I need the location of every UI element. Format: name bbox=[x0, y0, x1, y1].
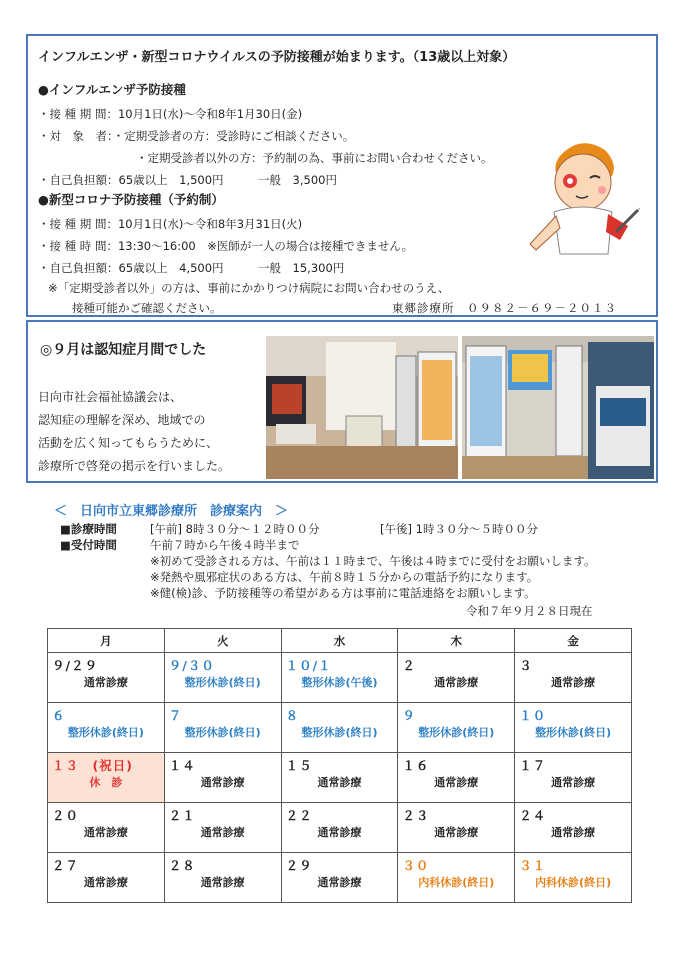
day-status: 整形休診(終日) bbox=[535, 726, 612, 739]
day-number: １７ bbox=[519, 758, 547, 773]
day-status: 通常診療 bbox=[317, 776, 362, 789]
flu-target-others: ・定期受診者以外の方：予約制の為、事前にお問い合わせください。 bbox=[136, 151, 493, 165]
reception-label: ■受付時間 bbox=[60, 538, 117, 552]
day-status: 内科休診(終日) bbox=[418, 876, 495, 889]
day-number: ２４ bbox=[519, 808, 547, 823]
reception-hours: 午前７時から午後４時半まで bbox=[150, 538, 300, 552]
calendar-week-row bbox=[48, 653, 632, 703]
calendar-day-cell bbox=[48, 653, 165, 703]
day-number: ２３ bbox=[402, 808, 430, 823]
calendar-day-cell bbox=[281, 653, 398, 703]
clinic-display-photo-2 bbox=[462, 336, 654, 479]
dementia-heading: ◎９月は認知症月間でした bbox=[40, 342, 207, 358]
clinic-display-photo-1 bbox=[266, 336, 458, 479]
calendar-day-cell bbox=[515, 753, 632, 803]
day-status: 通常診療 bbox=[317, 826, 362, 839]
day-status: 通常診療 bbox=[551, 676, 596, 689]
day-status: 整形休診(終日) bbox=[67, 726, 144, 739]
calendar-day-cell bbox=[398, 703, 515, 753]
day-number: ２２ bbox=[285, 808, 313, 823]
day-number: ９/３０ bbox=[168, 658, 215, 673]
calendar-day-cell bbox=[164, 703, 281, 753]
day-status: 通常診療 bbox=[551, 776, 596, 789]
day-number: ８ bbox=[285, 708, 300, 723]
schedule-note-2: ※発熱や風邪症状のある方は、午前８時１５分からの電話予約になります。 bbox=[150, 570, 539, 584]
note-line2: 接種可能かご確認ください。 bbox=[72, 301, 222, 315]
flu-heading: ●インフルエンザ予防接種 bbox=[38, 82, 186, 97]
flu-cost: ・自己負担額：65歳以上 1,500円 一般 3,500円 bbox=[38, 173, 337, 187]
weekday-header: 月 bbox=[48, 629, 165, 653]
day-status: 内科休診(終日) bbox=[535, 876, 612, 889]
covid-heading: ●新型コロナ予防接種（予約制） bbox=[38, 192, 224, 207]
day-number: １０ bbox=[519, 708, 547, 723]
day-number: ９/２９ bbox=[52, 658, 99, 673]
calendar-day-cell bbox=[164, 653, 281, 703]
day-status: 整形休診(終日) bbox=[418, 726, 495, 739]
calendar-week-row bbox=[48, 853, 632, 903]
day-status: 通常診療 bbox=[434, 676, 479, 689]
day-number: １３ (祝日) bbox=[52, 758, 133, 773]
day-number: ２７ bbox=[52, 858, 80, 873]
covid-period: ・接 種 期 間：10月1日(水)～令和8年3月31日(火) bbox=[38, 217, 303, 231]
day-number: ２８ bbox=[168, 858, 196, 873]
calendar-day-cell bbox=[164, 753, 281, 803]
calendar-day-cell bbox=[48, 803, 165, 853]
day-status: 通常診療 bbox=[434, 826, 479, 839]
schedule-title: ＜ 日向市立東郷診療所 診療案内 ＞ bbox=[54, 504, 289, 519]
calendar-day-cell bbox=[281, 803, 398, 853]
calendar-day-cell bbox=[398, 803, 515, 853]
calendar-week-row bbox=[48, 803, 632, 853]
calendar-week-row bbox=[48, 753, 632, 803]
day-status: 通常診療 bbox=[200, 876, 245, 889]
covid-time: ・接 種 時 間：13:30～16:00 ※医師が一人の場合は接種できません。 bbox=[38, 239, 414, 253]
day-status: 整形休診(終日) bbox=[184, 676, 261, 689]
calendar-day-cell bbox=[398, 853, 515, 903]
calendar-day-cell bbox=[398, 653, 515, 703]
day-status: 整形休診(終日) bbox=[301, 726, 378, 739]
calendar-header-row bbox=[48, 629, 632, 653]
calendar-day-cell bbox=[398, 753, 515, 803]
day-number: ９ bbox=[402, 708, 416, 723]
day-status: 通常診療 bbox=[83, 826, 128, 839]
dementia-body-3: 活動を広く知ってもらうために、 bbox=[38, 436, 219, 450]
day-number: ２ bbox=[402, 658, 416, 673]
day-number: ２９ bbox=[285, 858, 313, 873]
calendar-day-cell bbox=[515, 853, 632, 903]
schedule-note-3: ※健(検)診、予防接種等の希望がある方は事前に電話連絡をお願いします。 bbox=[150, 586, 536, 600]
day-number: １０/１ bbox=[285, 658, 332, 673]
day-status: 整形休診(午後) bbox=[301, 676, 378, 689]
weekday-header: 木 bbox=[398, 629, 515, 653]
day-status: 通常診療 bbox=[83, 676, 128, 689]
weekday-header: 金 bbox=[515, 629, 632, 653]
schedule-note-1: ※初めて受診される方は、午前は１１時まで、午後は４時までに受付をお願いします。 bbox=[150, 554, 596, 568]
note-line1: ※「定期受診者以外」の方は、事前にかかりつけ病院にお問い合わせのうえ、 bbox=[48, 281, 450, 295]
day-number: ３０ bbox=[402, 858, 430, 873]
day-number: １４ bbox=[168, 758, 196, 773]
covid-cost: ・自己負担額：65歳以上 4,500円 一般 15,300円 bbox=[38, 261, 345, 275]
day-number: ７ bbox=[168, 708, 183, 723]
calendar-day-cell bbox=[515, 653, 632, 703]
contact-phone: 東郷診療所 ０９８２－６９－２０１３ bbox=[392, 301, 617, 315]
day-status: 休 診 bbox=[89, 776, 123, 789]
day-status: 通常診療 bbox=[551, 826, 596, 839]
day-status: 整形休診(終日) bbox=[184, 726, 261, 739]
day-number: ３１ bbox=[519, 858, 547, 873]
day-status: 通常診療 bbox=[200, 776, 245, 789]
calendar-day-cell bbox=[164, 853, 281, 903]
calendar-day-cell bbox=[281, 753, 398, 803]
calendar-day-cell bbox=[515, 803, 632, 853]
dementia-month-box bbox=[26, 320, 658, 483]
calendar-day-cell bbox=[48, 703, 165, 753]
flu-period: ・接 種 期 間：10月1日(水)～令和8年1月30日(金) bbox=[38, 107, 303, 121]
calendar-day-cell bbox=[48, 753, 165, 803]
calendar-day-cell bbox=[515, 703, 632, 753]
flu-target: ・対 象 者：・定期受診者の方：受診時にご相談ください。 bbox=[38, 129, 355, 143]
dementia-body-2: 認知症の理解を深め、地域での bbox=[38, 413, 206, 427]
weekday-header: 水 bbox=[281, 629, 398, 653]
dementia-body-4: 診療所で啓発の掲示を行いました。 bbox=[38, 459, 231, 473]
weekday-header: 火 bbox=[164, 629, 281, 653]
day-number: １６ bbox=[402, 758, 430, 773]
calendar-week-row bbox=[48, 703, 632, 753]
day-number: ３ bbox=[519, 658, 533, 673]
as-of-date: 令和７年９月２８日現在 bbox=[466, 604, 593, 618]
day-number: ２０ bbox=[52, 808, 80, 823]
day-status: 通常診療 bbox=[434, 776, 479, 789]
vaccination-notice bbox=[26, 34, 658, 317]
day-status: 通常診療 bbox=[317, 876, 362, 889]
calendar-day-cell bbox=[48, 853, 165, 903]
hours-label: ■診療時間 bbox=[60, 522, 117, 536]
day-number: １５ bbox=[285, 758, 313, 773]
notice-title: インフルエンザ・新型コロナウイルスの予防接種が始まります。（13歳以上対象） bbox=[38, 50, 516, 65]
day-number: ２１ bbox=[168, 808, 196, 823]
calendar-day-cell bbox=[281, 703, 398, 753]
hours-morning: [午前] 8時３０分～１２時００分 bbox=[150, 522, 320, 536]
day-status: 通常診療 bbox=[200, 826, 245, 839]
schedule-calendar bbox=[47, 628, 632, 903]
injection-boy-illustration bbox=[520, 136, 640, 261]
calendar-day-cell bbox=[281, 853, 398, 903]
dementia-body-1: 日向市社会福祉協議会は、 bbox=[38, 390, 183, 404]
hours-afternoon: [午後] 1時３０分～５時００分 bbox=[380, 522, 538, 536]
day-status: 通常診療 bbox=[83, 876, 128, 889]
day-number: ６ bbox=[52, 708, 66, 723]
calendar-day-cell bbox=[164, 803, 281, 853]
